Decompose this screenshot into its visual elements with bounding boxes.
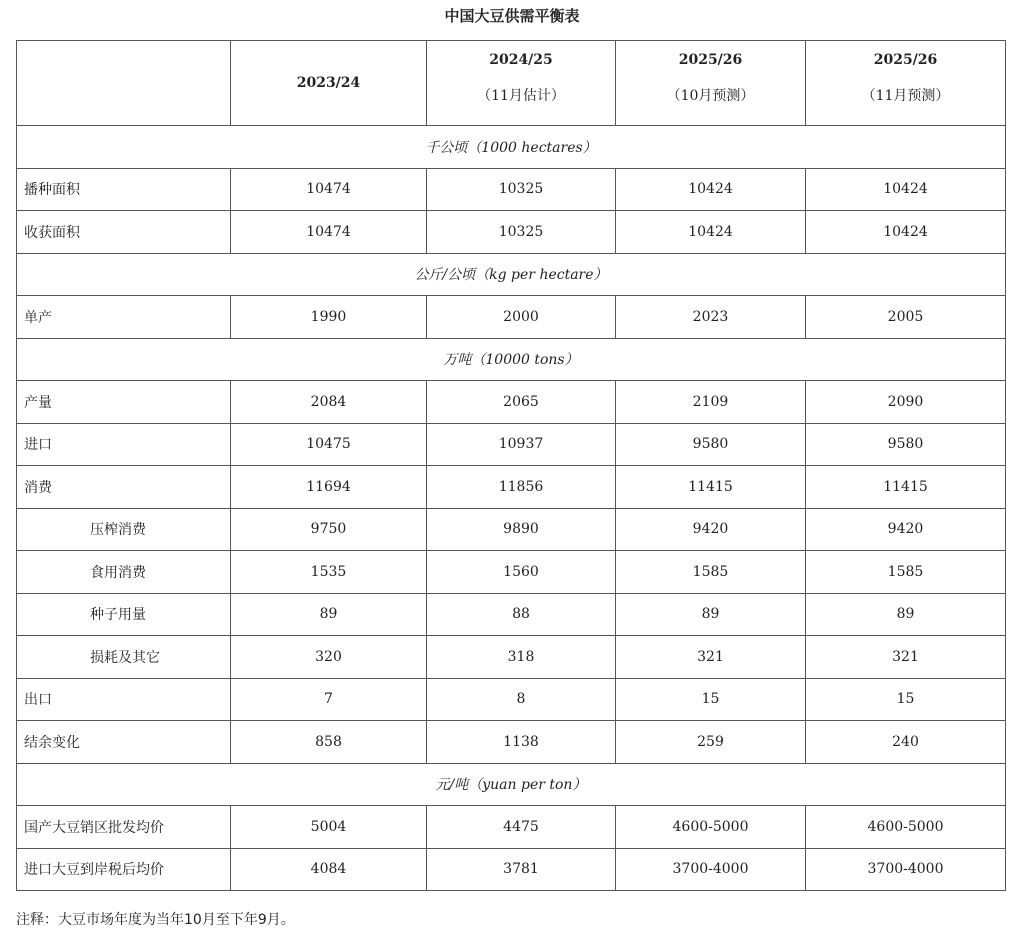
table-row [17, 806, 1006, 849]
table-row [17, 551, 1006, 594]
cell-value: 9890 [427, 508, 616, 551]
cell-value: 10424 [616, 211, 806, 254]
cell-value: 9750 [231, 508, 427, 551]
header-col-2: 2024/25 （11月估计） [427, 41, 616, 126]
row-label: 结余变化 [17, 721, 231, 764]
cell-value: 89 [231, 593, 427, 636]
cell-value: 10475 [231, 423, 427, 466]
cell-value: 8 [427, 678, 616, 721]
cell-value: 9580 [806, 423, 1006, 466]
row-label: 国产大豆销区批发均价 [17, 806, 231, 849]
cell-value: 321 [616, 636, 806, 679]
row-label: 食用消费 [17, 551, 231, 594]
cell-value: 10474 [231, 168, 427, 211]
cell-value: 240 [806, 721, 1006, 764]
table-row [17, 636, 1006, 679]
row-label: 播种面积 [17, 168, 231, 211]
cell-value: 1990 [231, 296, 427, 339]
cell-value: 15 [616, 678, 806, 721]
table-row [17, 381, 1006, 424]
cell-value: 3700-4000 [806, 848, 1006, 891]
cell-value: 320 [231, 636, 427, 679]
table-row [17, 593, 1006, 636]
cell-value: 10937 [427, 423, 616, 466]
cell-value: 318 [427, 636, 616, 679]
table-row [17, 423, 1006, 466]
cell-value: 11415 [806, 466, 1006, 509]
footnote: 注释：大豆市场年度为当年10月至下年9月。 [16, 912, 295, 928]
row-label: 压榨消费 [17, 508, 231, 551]
cell-value: 1138 [427, 721, 616, 764]
cell-value: 4600-5000 [616, 806, 806, 849]
cell-value: 1585 [616, 551, 806, 594]
cell-value: 9420 [806, 508, 1006, 551]
cell-value: 10474 [231, 211, 427, 254]
row-label: 收获面积 [17, 211, 231, 254]
table-row [17, 466, 1006, 509]
unit-row-area: 千公顷（1000 hectares） [17, 126, 1006, 169]
cell-value: 1535 [231, 551, 427, 594]
cell-value: 2109 [616, 381, 806, 424]
cell-value: 9580 [616, 423, 806, 466]
table-row [17, 508, 1006, 551]
table-row [17, 678, 1006, 721]
cell-value: 15 [806, 678, 1006, 721]
cell-value: 10424 [806, 211, 1006, 254]
cell-value: 2023 [616, 296, 806, 339]
header-corner [17, 41, 231, 126]
row-label: 进口大豆到岸税后均价 [17, 848, 231, 891]
unit-row-tons: 万吨（10000 tons） [17, 338, 1006, 381]
cell-value: 10424 [616, 168, 806, 211]
row-label: 单产 [17, 296, 231, 339]
table-row [17, 168, 1006, 211]
cell-value: 2065 [427, 381, 616, 424]
cell-value: 11694 [231, 466, 427, 509]
row-label: 种子用量 [17, 593, 231, 636]
table-row [17, 296, 1006, 339]
cell-value: 10325 [427, 211, 616, 254]
header-col-4: 2025/26 （11月预测） [806, 41, 1006, 126]
header-col-1: 2023/24 [231, 41, 427, 126]
row-label: 消费 [17, 466, 231, 509]
row-label: 进口 [17, 423, 231, 466]
cell-value: 7 [231, 678, 427, 721]
cell-value: 3700-4000 [616, 848, 806, 891]
supply-demand-table [16, 40, 1006, 891]
cell-value: 88 [427, 593, 616, 636]
header-row [17, 41, 1006, 126]
cell-value: 3781 [427, 848, 616, 891]
cell-value: 10424 [806, 168, 1006, 211]
cell-value: 4600-5000 [806, 806, 1006, 849]
cell-value: 1585 [806, 551, 1006, 594]
cell-value: 259 [616, 721, 806, 764]
cell-value: 4084 [231, 848, 427, 891]
cell-value: 11415 [616, 466, 806, 509]
cell-value: 2090 [806, 381, 1006, 424]
cell-value: 1560 [427, 551, 616, 594]
cell-value: 2084 [231, 381, 427, 424]
cell-value: 858 [231, 721, 427, 764]
cell-value: 89 [616, 593, 806, 636]
table-row [17, 721, 1006, 764]
row-label: 损耗及其它 [17, 636, 231, 679]
cell-value: 2005 [806, 296, 1006, 339]
cell-value: 5004 [231, 806, 427, 849]
header-col-3: 2025/26 （10月预测） [616, 41, 806, 126]
cell-value: 11856 [427, 466, 616, 509]
cell-value: 10325 [427, 168, 616, 211]
row-label: 出口 [17, 678, 231, 721]
cell-value: 4475 [427, 806, 616, 849]
unit-row-price: 元/吨（yuan per ton） [17, 763, 1006, 806]
cell-value: 9420 [616, 508, 806, 551]
unit-row-yield: 公斤/公顷（kg per hectare） [17, 253, 1006, 296]
row-label: 产量 [17, 381, 231, 424]
table-title: 中国大豆供需平衡表 [444, 7, 580, 25]
cell-value: 2000 [427, 296, 616, 339]
table-row [17, 848, 1006, 891]
cell-value: 89 [806, 593, 1006, 636]
cell-value: 321 [806, 636, 1006, 679]
table-row [17, 211, 1006, 254]
